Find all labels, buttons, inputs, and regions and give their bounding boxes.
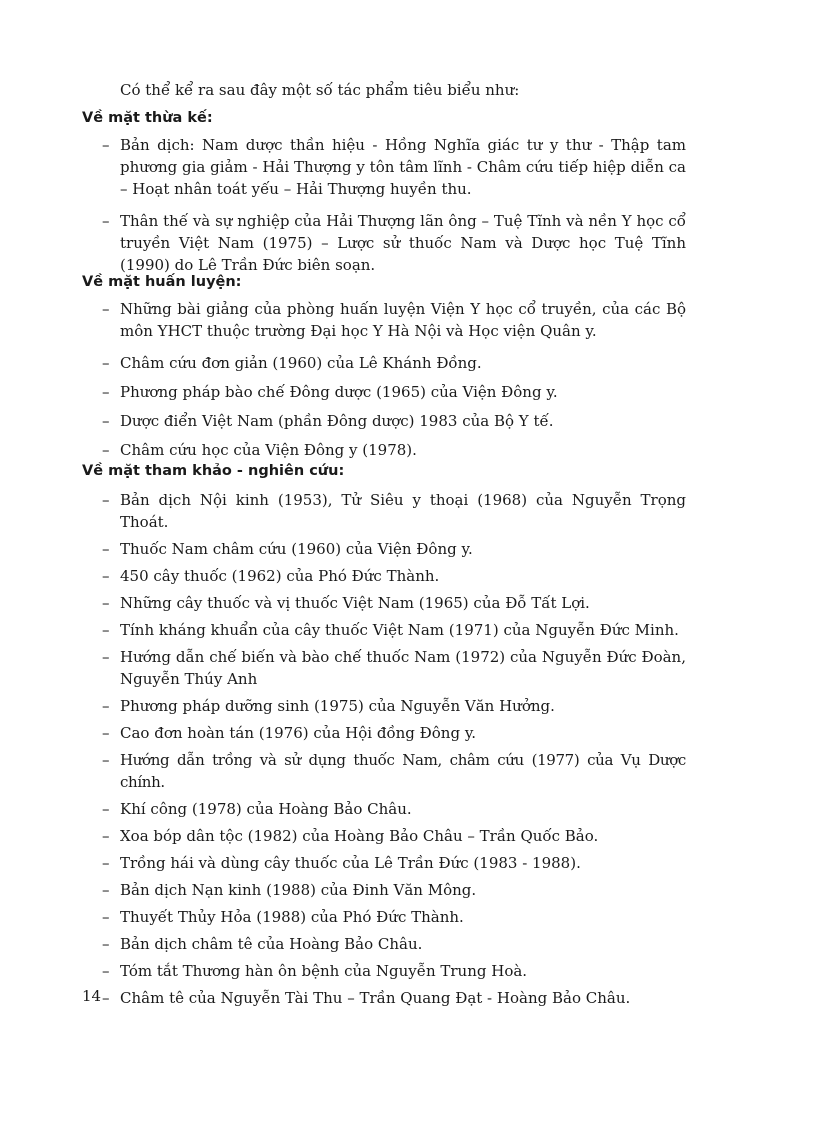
list-item-text: Bản dịch Nội kinh (1953), Tử Siêu y thoại (1968) của Nguyễn Trọng Thoát. [120, 491, 686, 531]
dash-bullet: – [102, 412, 110, 430]
dash-bullet: – [102, 540, 110, 558]
dash-bullet: – [102, 212, 110, 230]
dash-bullet: – [102, 354, 110, 372]
list-item-text: Châm tê của Nguyễn Tài Thu – Trần Quang Đạt - Hoàng Bảo Châu. [120, 989, 631, 1007]
list-item [0, 960, 686, 982]
page-number: 14 [82, 987, 102, 1005]
list-item-text: Khí công (1978) của Hoàng Bảo Châu. [120, 800, 412, 818]
dash-bullet: – [102, 935, 110, 953]
list-item-text: 450 cây thuốc (1962) của Phó Đức Thành. [120, 567, 440, 585]
dash-bullet: – [102, 491, 110, 509]
list-item [0, 538, 686, 560]
list-item-text: Bản dịch: Nam dược thần hiệu - Hồng Nghĩa giác tư y thư - Thập tam phương gia giảm - Hải Thượng y tôn tâm lĩnh - Châm cứu tiếp hiệp diễn ca – Hoạt nhân toát yếu – Hải Thượng huyền thu. [120, 136, 686, 198]
dash-bullet: – [102, 441, 110, 459]
dash-bullet: – [102, 697, 110, 715]
dash-bullet: – [102, 751, 110, 769]
list-training [0, 298, 816, 461]
list-item [0, 852, 686, 874]
dash-bullet: – [102, 800, 110, 818]
dash-bullet: – [102, 567, 110, 585]
list-item [0, 565, 686, 587]
dash-bullet: – [102, 827, 110, 845]
dash-bullet: – [102, 136, 110, 154]
dash-bullet: – [102, 881, 110, 899]
list-item [0, 439, 686, 461]
list-item-text: Phương pháp dưỡng sinh (1975) của Nguyễn Văn Hưởng. [120, 697, 555, 715]
section-heading-training: Về mặt huấn luyện: [82, 274, 242, 290]
list-item [0, 210, 686, 276]
list-item [0, 722, 686, 744]
dash-bullet: – [102, 989, 110, 1007]
list-item-text: Châm cứu đơn giản (1960) của Lê Khánh Đồng. [120, 354, 482, 372]
list-item-text: Xoa bóp dân tộc (1982) của Hoàng Bảo Châu – Trần Quốc Bảo. [120, 827, 599, 845]
list-inheritance [0, 134, 816, 276]
list-item-text: Châm cứu học của Viện Đông y (1978). [120, 441, 417, 459]
list-item-text: Thân thế và sự nghiệp của Hải Thượng lãn ông – Tuệ Tĩnh và nền Y học cổ truyền Việt Nam (1975) – Lược sử thuốc Nam và Dược học Tuệ Tĩnh (1990) do Lê Trần Đức biên soạn. [120, 212, 686, 274]
list-item-text: Hướng dẫn chế biến và bào chế thuốc Nam (1972) của Nguyễn Đức Đoàn, Nguyễn Thúy Anh [120, 648, 686, 688]
dash-bullet: – [102, 854, 110, 872]
list-item [0, 987, 686, 1009]
list-item [0, 646, 686, 690]
list-item [0, 749, 686, 793]
list-item-text: Bản dịch Nạn kinh (1988) của Đinh Văn Mông. [120, 881, 477, 899]
list-item-text: Thuốc Nam châm cứu (1960) của Viện Đông y. [120, 540, 473, 558]
list-item-text: Tính kháng khuẩn của cây thuốc Việt Nam (1971) của Nguyễn Đức Minh. [120, 621, 679, 639]
intro-paragraph: Có thể kể ra sau đây một số tác phẩm tiêu biểu như: [120, 81, 520, 99]
list-item-text: Dược điển Việt Nam (phần Đông dược) 1983 của Bộ Y tế. [120, 412, 554, 430]
dash-bullet: – [102, 383, 110, 401]
list-item [0, 298, 686, 342]
dash-bullet: – [102, 908, 110, 926]
list-item [0, 879, 686, 901]
list-item-text: Phương pháp bào chế Đông dược (1965) của Viện Đông y. [120, 383, 558, 401]
section-heading-inheritance: Về mặt thừa kế: [82, 110, 213, 126]
dash-bullet: – [102, 648, 110, 666]
dash-bullet: – [102, 724, 110, 742]
section-heading-reference-research: Về mặt tham khảo - nghiên cứu: [82, 463, 345, 479]
dash-bullet: – [102, 300, 110, 318]
list-item [0, 798, 686, 820]
list-item-text: Bản dịch châm tê của Hoàng Bảo Châu. [120, 935, 423, 953]
dash-bullet: – [102, 594, 110, 612]
list-item-text: Cao đơn hoàn tán (1976) của Hội đồng Đông y. [120, 724, 477, 742]
list-item [0, 381, 686, 403]
list-item [0, 619, 686, 641]
list-item [0, 489, 686, 533]
list-item [0, 410, 686, 432]
list-reference-research [0, 489, 816, 1009]
list-item [0, 695, 686, 717]
list-item-text: Những bài giảng của phòng huấn luyện Viện Y học cổ truyền, của các Bộ môn YHCT thuộc trường Đại học Y Hà Nội và Học viện Quân y. [120, 300, 686, 340]
list-item-text: Hướng dẫn trồng và sử dụng thuốc Nam, châm cứu (1977) của Vụ Dược chính. [120, 751, 686, 791]
list-item [0, 825, 686, 847]
list-item [0, 906, 686, 928]
list-item [0, 592, 686, 614]
list-item-text: Trồng hái và dùng cây thuốc của Lê Trần Đức (1983 - 1988). [120, 854, 581, 872]
list-item [0, 134, 686, 200]
list-item-text: Thuyết Thủy Hỏa (1988) của Phó Đức Thành. [120, 908, 464, 926]
dash-bullet: – [102, 962, 110, 980]
list-item [0, 933, 686, 955]
list-item [0, 352, 686, 374]
dash-bullet: – [102, 621, 110, 639]
list-item-text: Những cây thuốc và vị thuốc Việt Nam (1965) của Đỗ Tất Lợi. [120, 594, 590, 612]
list-item-text: Tóm tắt Thương hàn ôn bệnh của Nguyễn Trung Hoà. [120, 962, 528, 980]
